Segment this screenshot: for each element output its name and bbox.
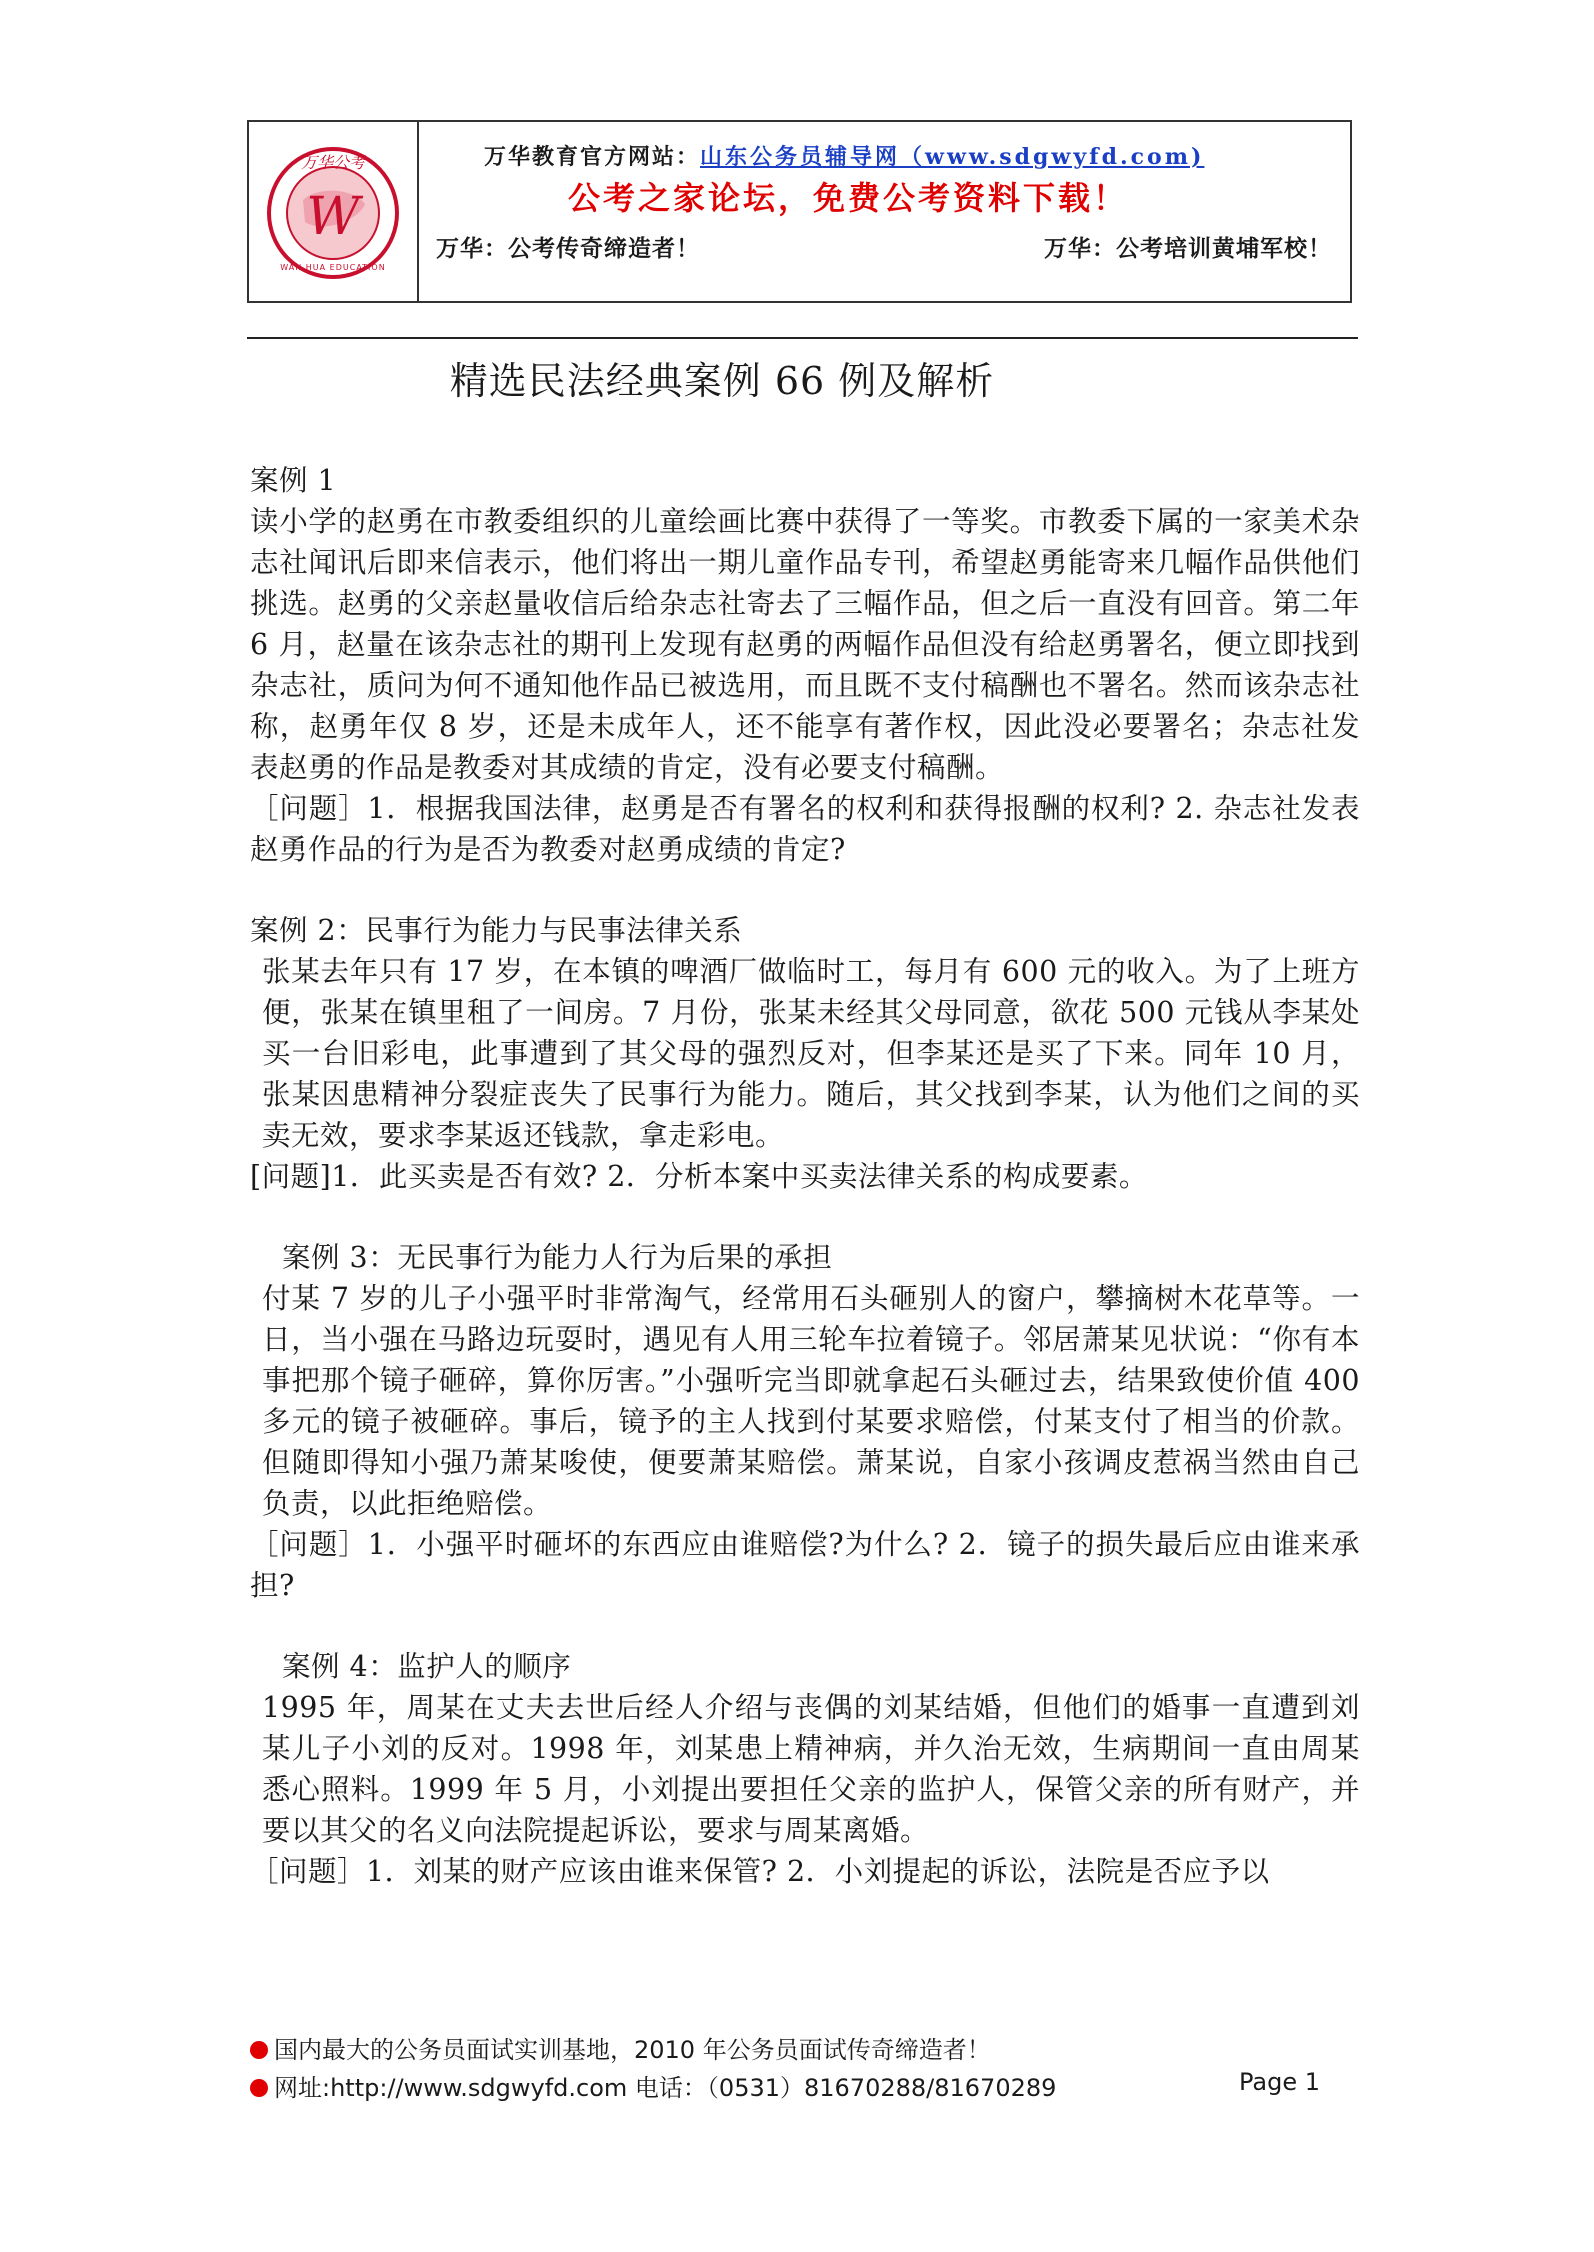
footer-text-2: 网址:http://www.sdgwyfd.com 电话：（0531）81670288/81670289 [274, 2074, 1057, 2102]
site-line [484, 140, 1204, 171]
case-4 [250, 1646, 1360, 1892]
header-divider [247, 337, 1358, 339]
case-body: 读小学的赵勇在市教委组织的儿童绘画比赛中获得了一等奖。市教委下属的一家美术杂志社闻讯后即来信表示，他们将出一期儿童作品专刊，希望赵勇能寄来几幅作品供他们挑选。赵勇的父亲赵量收信后给杂志社寄去了三幅作品，但之后一直没有回音。第二年 6 月，赵量在该杂志社的期刊上发现有赵勇的两幅作品但没有给赵勇署名，便立即找到杂志社，质问为何不通知他作品已被选用，而且既不支付稿酬也不署名。然而该杂志社称，赵勇年仅 8 岁，还是未成年人，还不能享有著作权，因此没必要署名；杂志社发表赵勇的作品是教委对其成绩的肯定，没有必要支付稿酬。 [250, 505, 1360, 784]
bullet-icon [250, 2079, 268, 2097]
case-body: 1995 年，周某在丈夫去世后经人介绍与丧偶的刘某结婚，但他们的婚事一直遭到刘某儿子小刘的反对。1998 年，刘某患上精神病，并久治无效，生病期间一直由周某悉心照料。1999 年 5 月，小刘提出要担任父亲的监护人，保管父亲的所有财产，并要以其父的名义向法院提起诉讼，要求与周某离婚。 [262, 1691, 1360, 1847]
slogan-red: 公考之家论坛，免费公考资料下载！ [568, 179, 1129, 217]
site-prefix: 万华教育官方网站： [484, 144, 701, 170]
site-link[interactable]: 山东公务员辅导网（www.sdgwyfd.com) [700, 144, 1205, 170]
case-body: 张某去年只有 17 岁，在本镇的啤酒厂做临时工，每月有 600 元的收入。为了上班方便，张某在镇里租了一间房。7 月份，张某未经其父母同意，欲花 500 元钱从李某处买一台旧彩电，此事遭到了其父母的强烈反对，但李某还是买了下来。同年 10 月，张某因患精神分裂症丧失了民事行为能力。随后，其父找到李某，认为他们之间的买卖无效，要求李某返还钱款，拿走彩电。 [262, 955, 1360, 1152]
case-list [250, 460, 1360, 1892]
logo-top-text: 万华公考 [300, 153, 366, 172]
footer-line-1 [250, 2030, 1350, 2065]
case-heading: 案例 2：民事行为能力与民事法律关系 [250, 914, 743, 947]
case-question: [问题]1．此买卖是否有效? 2．分析本案中买卖法律关系的构成要素。 [250, 1160, 1148, 1193]
document-title: 精选民法经典案例 66 例及解析 [449, 359, 995, 403]
case-3 [250, 1237, 1360, 1606]
case-2 [250, 910, 1360, 1197]
page-number: Page 1 [1239, 2068, 1320, 2096]
header-banner [247, 120, 1352, 303]
logo-bottom-text: WAN HUA EDUCATION [280, 263, 386, 272]
footer-line-2 [250, 2068, 1350, 2103]
wanhua-logo [263, 138, 403, 288]
case-heading: 案例 3：无民事行为能力人行为后果的承担 [282, 1241, 833, 1274]
case-heading: 案例 1 [250, 464, 337, 497]
case-body: 付某 7 岁的儿子小强平时非常淘气，经常用石头砸别人的窗户，攀摘树木花草等。一日，当小强在马路边玩耍时，遇见有人用三轮车拉着镜子。邻居萧某见状说：“你有本事把那个镜子砸碎，算你厉害。”小强听完当即就拿起石头砸过去，结果致使价值 400 多元的镜子被砸碎。事后，镜予的主人找到付某要求赔偿，付某支付了相当的价款。但随即得知小强乃萧某唆使，便要萧某赔偿。萧某说，自家小孩调皮惹祸当然由自己负责，以此拒绝赔偿。 [262, 1282, 1360, 1520]
case-heading: 案例 4：监护人的顺序 [282, 1650, 572, 1683]
bullet-icon [250, 2041, 268, 2059]
case-1 [250, 460, 1360, 870]
case-question: ［问题］1．小强平时砸坏的东西应由谁赔偿?为什么? 2．镜子的损失最后应由谁来承担? [250, 1528, 1360, 1602]
case-question: ［问题］1．根据我国法律，赵勇是否有署名的权利和获得报酬的权利? 2. 杂志社发表赵勇作品的行为是否为教委对赵勇成绩的肯定? [250, 792, 1360, 866]
tagline-left: 万华：公考传奇缔造者！ [436, 235, 700, 262]
logo-monogram: W [306, 187, 360, 247]
footer-text-1: 国内最大的公务员面试实训基地，2010 年公务员面试传奇缔造者！ [274, 2036, 991, 2064]
logo-cell [249, 122, 419, 301]
case-question: ［问题］1．刘某的财产应该由谁来保管? 2．小刘提起的诉讼，法院是否应予以 [250, 1855, 1270, 1888]
tagline-right: 万华：公考培训黄埔军校！ [1044, 235, 1332, 262]
